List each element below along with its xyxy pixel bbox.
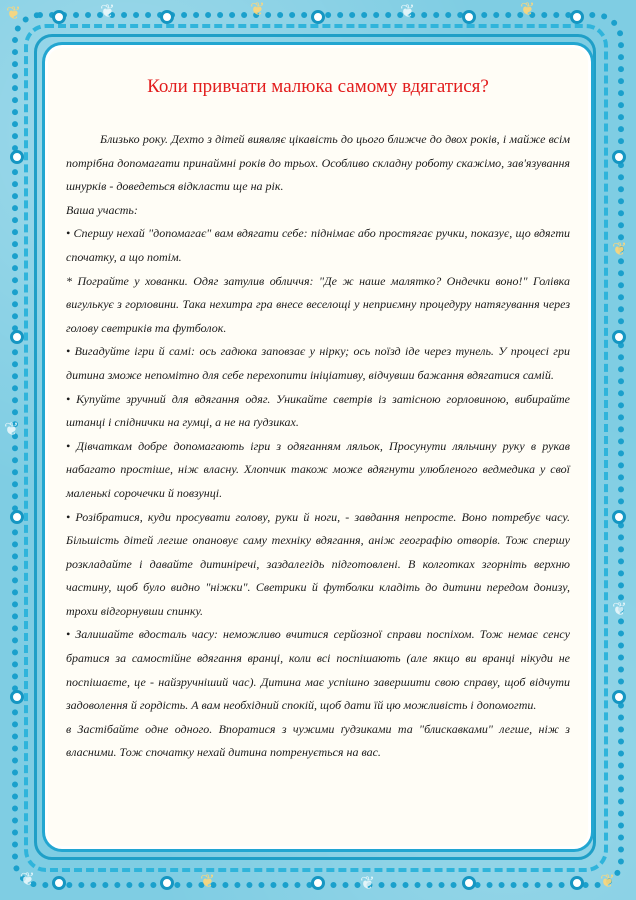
paragraph: в Застібайте одне одного. Впоратися з чужими ґудзиками та "блискавками" легше, ніж з власними. Тож спочатку нехай дитина потренується на вас.	[66, 721, 570, 760]
flower-icon	[160, 10, 174, 24]
paragraph: • Дівчаткам добре допомагають ігри з одяганням ляльок, Просунути ляльчину руку в рукав набагато простіше, ніж власну. Хлопчик також може вдягнути улюбленого ведмедика у свої маленькі сорочечки й повзунці.	[66, 438, 570, 500]
flower-icon	[52, 876, 66, 890]
butterfly-icon: ❦	[100, 1, 116, 21]
flower-icon	[10, 330, 24, 344]
paragraph: • Купуйте зручний для вдягання одяг. Уникайте светрів із затісною горловиною, вибирайте штанці і спіднички на гумці, а не на ґудзиках.	[66, 391, 570, 430]
paragraph: • Вигадуйте ігри й самі: ось гадюка заповзає у нірку; ось поїзд іде через тунель. У процесі гри дитина зможе непомітно для себе перехопити ініціативу, відчувши бажання вдягатися самій.	[66, 344, 570, 382]
paragraph: Близько року. Дехто з дітей виявляє цікавість до цього ближче до двох років, і майже всім потрібна допомагати принаймні років до трьох. Особливо складну роботу скажімо, зав'язування шнурків - доведеться відкласти ще на рік.	[66, 132, 570, 194]
paragraph: • Розібратися, куди просувати голову, руки й ноги, - завдання непросте. Воно потребує часу. Більшість дітей легше опановує саму техніку вдягання, аніж географію отворів. Тож спершу розкладайте і давайте дитиніречі, заздалегідь підготовлені. В колготках згорніть верхню частину, щоб було видно "ніжки". Светрики й футболки кладіть до дитини передом донизу, трохи відгорнувши спинку.	[66, 509, 570, 618]
article-body	[66, 128, 570, 765]
butterfly-icon: ❦	[6, 3, 22, 23]
butterfly-icon: ❦	[400, 1, 416, 21]
flower-icon	[10, 690, 24, 704]
flower-icon	[462, 876, 476, 890]
butterfly-icon: ❦	[360, 873, 376, 893]
paragraph: * Пограйте у хованки. Одяг затулив обличчя: "Де ж наше малятко? Ондечки воно!" Голівка вигулькує з горловини. Така нехитра гра внесе веселощі у неприємну процедуру натягування через голову светриків та футболок.	[66, 273, 570, 335]
flower-icon	[311, 876, 325, 890]
flower-icon	[612, 690, 626, 704]
butterfly-icon: ❦	[20, 869, 36, 889]
flower-icon	[612, 330, 626, 344]
butterfly-icon: ❦	[200, 871, 216, 891]
page-title: Коли привчати малюка самому вдягатися?	[147, 76, 489, 97]
flower-icon	[570, 876, 584, 890]
butterfly-icon: ❦	[4, 419, 20, 439]
flower-icon	[10, 150, 24, 164]
butterfly-icon: ❦	[600, 871, 616, 891]
flower-icon	[612, 150, 626, 164]
paragraph: • Спершу нехай "допомагає" вам вдягати себе: піднімає або простягає ручки, показує, що вдягти спочатку, а що потім.	[66, 226, 570, 264]
butterfly-icon: ❦	[520, 0, 536, 19]
butterfly-icon: ❦	[250, 0, 266, 19]
flower-icon	[52, 10, 66, 24]
butterfly-icon: ❦	[612, 599, 628, 619]
paragraph: • Залишайте вдосталь часу: неможливо вчитися серйозної справи поспіхом. Тож немає сенсу братися за самостійне вдягання вранці, коли всі поспішають (але якщо ви вранці нікуди не поспішаєте, це - найзручніший час). Дитина має успішно завершити свою справу, щоб відчути задоволення й гордість. А вам необхідний спокій, щоб дати їй цю можливість і допомогти.	[66, 627, 570, 713]
flower-icon	[570, 10, 584, 24]
butterfly-icon: ❦	[612, 239, 628, 259]
flower-icon	[311, 10, 325, 24]
flower-icon	[612, 510, 626, 524]
flower-icon	[462, 10, 476, 24]
paragraph: Ваша участь:	[66, 202, 138, 217]
flower-icon	[160, 876, 174, 890]
flower-icon	[10, 510, 24, 524]
